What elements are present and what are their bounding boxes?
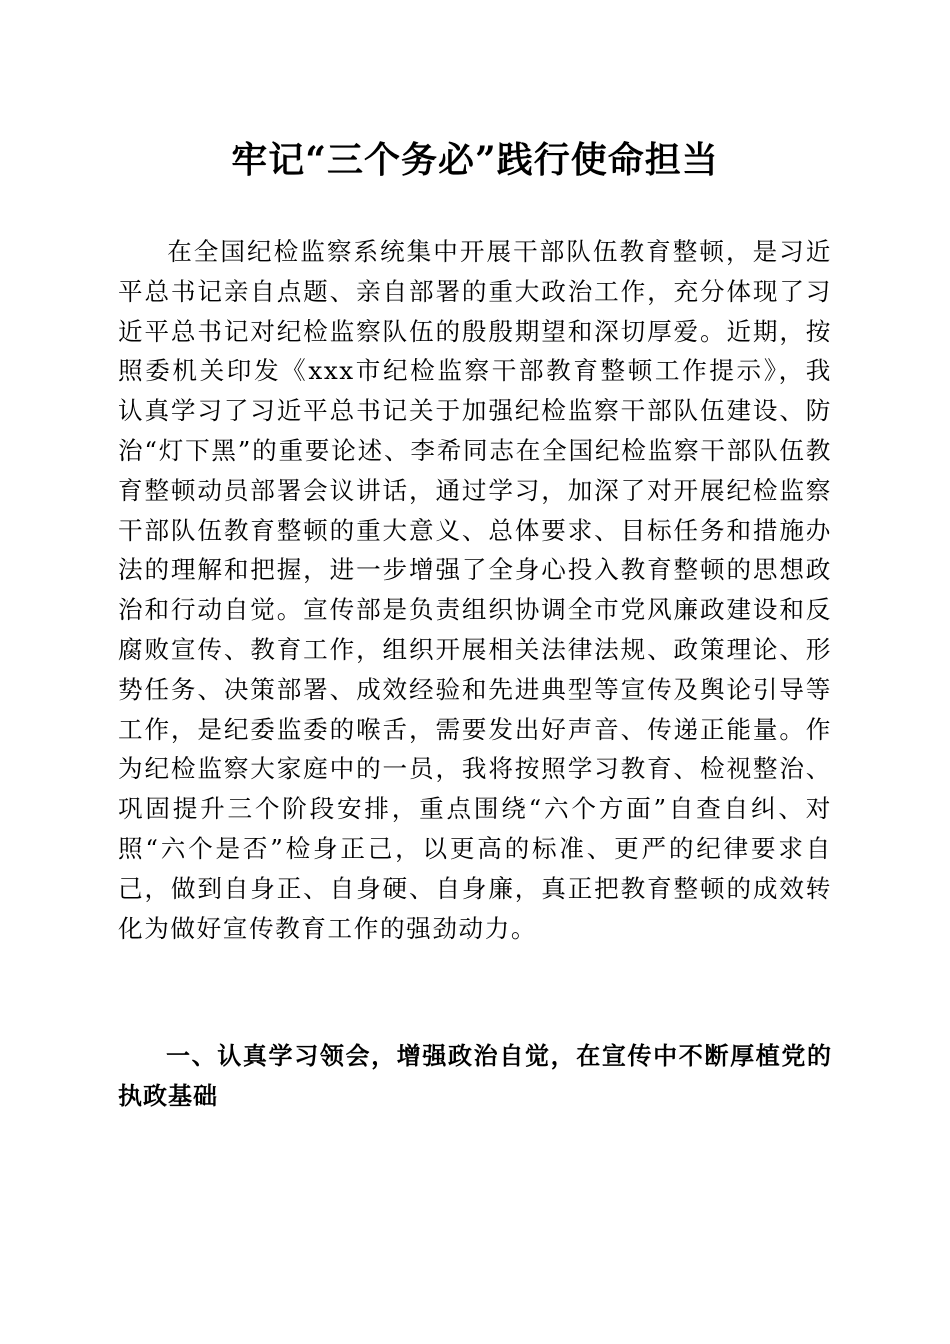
- body-paragraph: 在全国纪检监察系统集中开展干部队伍教育整顿，是习近平总书记亲自点题、亲自部署的重大政治工作，充分体现了习近平总书记对纪检监察队伍的殷殷期望和深切厚爱。近期，按照委机关印发《xxx市纪检监察干部教育整顿工作提示》，我认真学习了习近平总书记关于加强纪检监察干部队伍建设、防治“灯下黑”的重要论述、李希同志在全国纪检监察干部队伍教育整顿动员部署会议讲话，通过学习，加深了对开展纪检监察干部队伍教育整顿的重大意义、总体要求、目标任务和措施办法的理解和把握，进一步增强了全身心投入教育整顿的思想政治和行动自觉。宣传部是负责组织协调全市党风廉政建设和反腐败宣传、教育工作，组织开展相关法律法规、政策理论、形势任务、决策部署、成效经验和先进典型等宣传及舆论引导等工作，是纪委监委的喉舌，需要发出好声音、传递正能量。作为纪检监察大家庭中的一员，我将按照学习教育、检视整治、巩固提升三个阶段安排，重点围绕“六个方面”自查自纠、对照“六个是否”检身正己，以更高的标准、更严的纪律要求自己，做到自身正、自身硬、自身廉，真正把教育整顿的成效转化为做好宣传教育工作的强劲动力。: [118, 237, 832, 943]
- section-heading: 一、认真学习领会，增强政治自觉，在宣传中不断厚植党的执政基础: [118, 1042, 832, 1110]
- document-title: 牢记“三个务必”践行使命担当: [231, 139, 719, 181]
